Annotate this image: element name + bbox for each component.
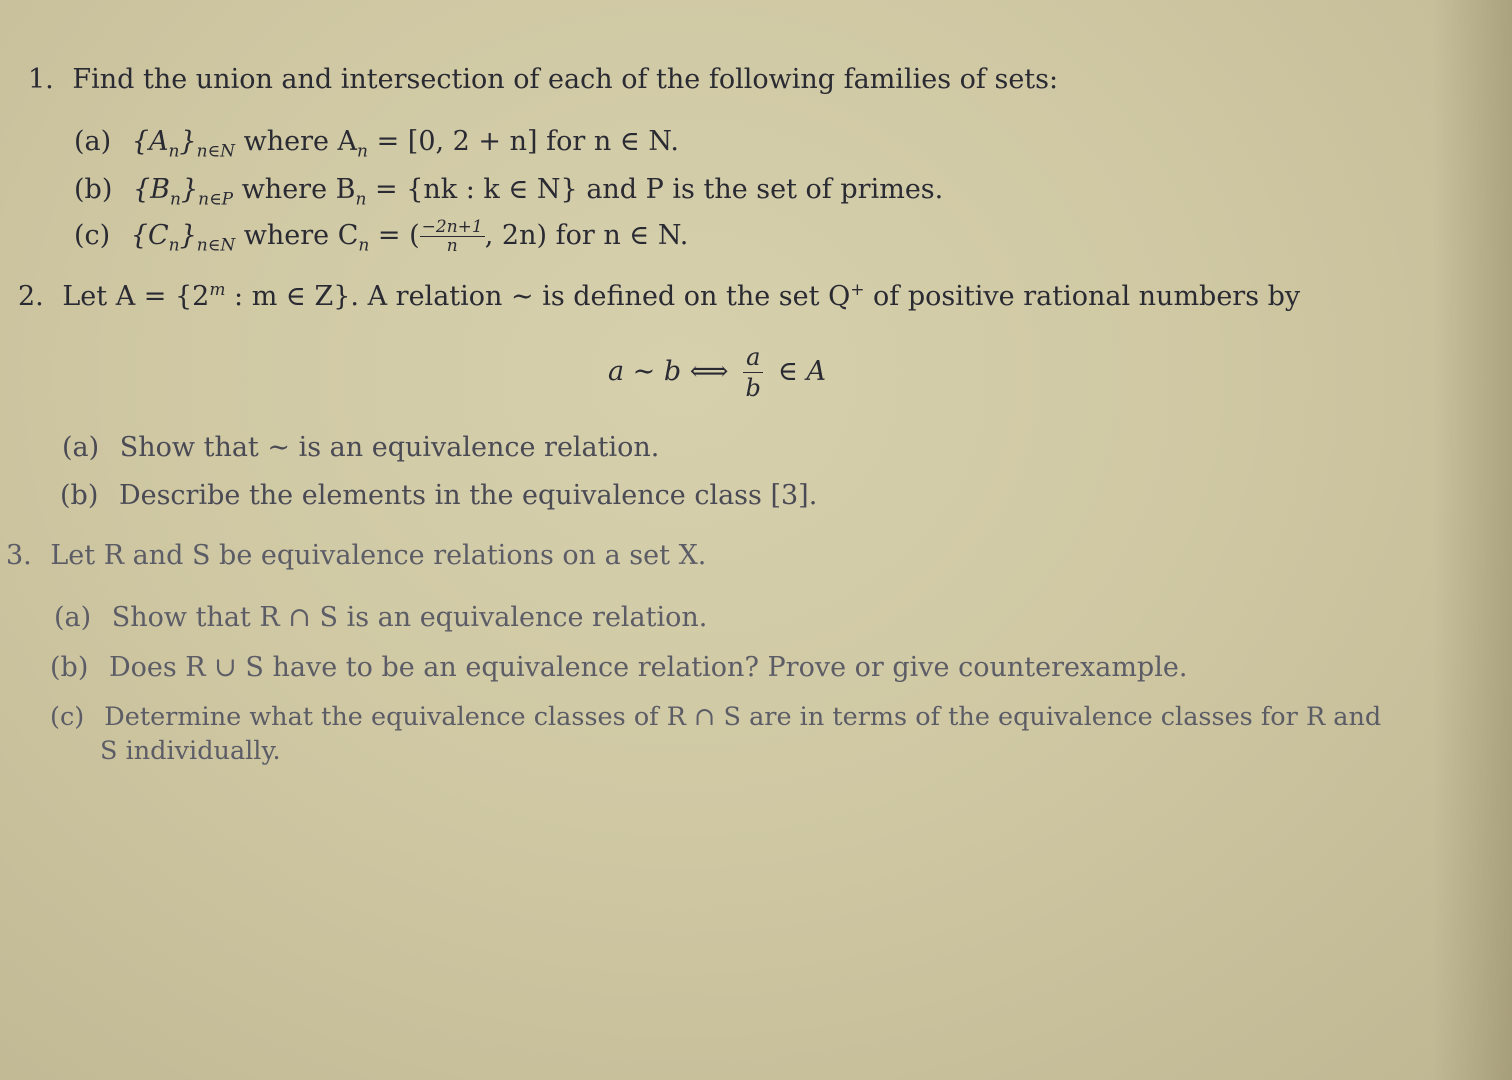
fraction: $\frac{-2n+1}{n}$	[421, 217, 483, 256]
fraction: $\frac{a}{b}$	[743, 342, 763, 403]
part-label: (a)	[74, 126, 112, 157]
part-text: where $C_n$ = ( $\frac{-2n+1}{n}$ , 2n) for n ∈ N.	[235, 217, 689, 256]
part-text: Determine what the equivalence classes of R ∩ S are in terms of the equivalence classes for R and	[104, 702, 1382, 732]
part-label: (b)	[74, 174, 113, 205]
problem-2b	[60, 480, 817, 511]
problem-2-heading	[18, 280, 1300, 312]
problem-3-heading	[6, 540, 706, 571]
part-label: (c)	[74, 220, 111, 251]
part-text: Does R ∪ S have to be an equivalence relation? Prove or give counterexample.	[108, 652, 1188, 683]
problem-number: 2.	[18, 281, 44, 312]
part-text: S individually.	[100, 736, 281, 766]
part-label: (b)	[50, 652, 89, 683]
part-text: Show that R ∩ S is an equivalence relation.	[111, 602, 708, 633]
part-text: where $B_n = \{nk$ : k ∈ N} and P is the set of primes.	[233, 174, 944, 210]
equation-rhs: ∈ A	[777, 356, 827, 387]
part-text: Describe the elements in the equivalence class [3].	[118, 480, 818, 511]
problem-1c	[74, 218, 688, 255]
problem-text: Let R and S be equivalence relations on a set X.	[50, 540, 707, 571]
part-text: where $A_n = [0$, 2 + n] for n ∈ N.	[235, 126, 679, 162]
part-label: (c)	[50, 702, 85, 732]
problem-3c	[50, 702, 1381, 732]
problem-number: 3.	[6, 540, 32, 571]
part-label: (a)	[54, 602, 92, 633]
problem-3b	[50, 652, 1187, 683]
problem-number: 1.	[28, 64, 54, 95]
problem-3c-continued	[100, 736, 281, 766]
problem-text: Let $A = \{2^m$ : m ∈ Z}. A relation ∼ is defined on the set Q+ of positive rational numbers by	[62, 280, 1301, 312]
problem-1-heading	[28, 64, 1058, 95]
equation-lhs: a ∼ b ⟺	[608, 356, 729, 387]
part-text: Show that ∼ is an equivalence relation.	[119, 432, 660, 463]
problem-3a	[54, 602, 707, 633]
part-label: (a)	[62, 432, 100, 463]
problem-text: Find the union and intersection of each of the following families of sets:	[72, 64, 1059, 95]
set-family: $\{B_n\}_{n\in P}$	[132, 174, 234, 210]
set-family: $\{C_n\}_{n\in N}$	[130, 220, 236, 256]
page-edge-shadow	[1432, 0, 1512, 1080]
problem-1b	[74, 174, 943, 209]
problem-1a	[74, 126, 679, 161]
set-family: $\{A_n\}_{n\in N}$	[131, 126, 236, 162]
problem-2-display-equation	[608, 342, 826, 403]
part-label: (b)	[60, 480, 99, 511]
problem-2a	[62, 432, 659, 463]
